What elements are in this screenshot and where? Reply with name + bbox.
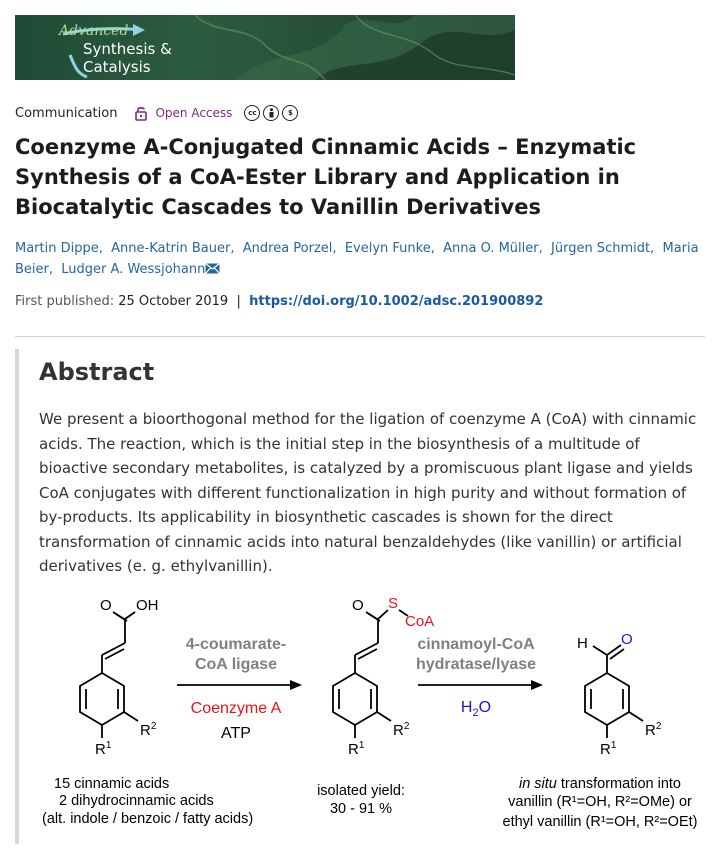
caption-sm-line2: 2 dihydrocinnamic acids (59, 793, 214, 809)
step2-water: $H_2O$ (460, 699, 492, 719)
article-title: Coenzyme A-Conjugated Cinnamic Acids – Enzymatic Synthesis of a CoA-Ester Library and Application in Biocatalytic Cascades to Vanillin Derivatives (15, 135, 637, 219)
license-icons[interactable] (244, 105, 298, 121)
abstract-side-bar (15, 349, 19, 844)
caption-int-line2: 30 - 91 % (329, 801, 393, 817)
step1-enzyme-line1: 4-coumarate- (185, 636, 287, 653)
author-link[interactable]: Ludger A. Wessjohann (61, 262, 206, 277)
reaction-scheme (30, 588, 710, 838)
abstract-heading: Abstract (39, 358, 155, 386)
step1-arrowhead (290, 680, 302, 690)
sm-o-label: O (100, 597, 112, 614)
publication-info (15, 294, 543, 309)
separator: | (236, 294, 241, 309)
author-link[interactable]: Evelyn Funke (344, 241, 431, 256)
int-s-label: S (388, 595, 399, 612)
article-meta (15, 103, 298, 123)
open-access-lock-icon (134, 105, 148, 121)
caption-sm-line1: 15 cinnamic acids (54, 776, 170, 792)
publication-date: 25 October 2019 (118, 294, 229, 309)
journal-name-line2: Synthesis & (83, 40, 172, 58)
step2-arrowhead (531, 680, 543, 690)
email-icon[interactable] (205, 263, 220, 274)
prod-r1-label: $R^1$ (600, 740, 617, 758)
step2-enzyme-line2: hydratase/lyase (415, 656, 537, 673)
open-access-label[interactable]: Open Access (155, 106, 233, 120)
caption-prod-line3: ethyl vanillin (R¹=OH, R²=OEt) (502, 814, 698, 830)
sm-oh-label: OH (136, 597, 159, 614)
by-icon (263, 105, 279, 121)
divider (15, 336, 705, 337)
sm-r1-label: $R^1$ (95, 740, 112, 758)
doi-link[interactable]: https://doi.org/10.1002/adsc.201900892 (249, 294, 544, 309)
caption-int-line1: isolated yield: (317, 783, 405, 799)
first-published-label: First published: (15, 294, 115, 309)
int-coa-label: CoA (405, 613, 435, 630)
abstract-text: We present a bioorthogonal method for the ligation of coenzyme A (CoA) with cinnamic acids. The reaction, which is the initial step in the biosynthesis of a multitude of bioactive secondary metabolites, is catalyzed by a promiscuous plant ligase and yields CoA conjugates with different functionalization in high purity and without formation of by-products. Its applicability in biosynthetic cascades is shown for the direct transformation of cinnamic acids into natural benzaldehydes (like vanillin) or artificial derivatives (e. g. ethylvanillin). (39, 410, 697, 575)
cinnamic-acid-structure (80, 612, 138, 738)
caption-sm-line3: (alt. indole / benzoic / fatty acids) (42, 811, 254, 827)
int-r2-label: $R^2$ (393, 721, 410, 739)
author-link[interactable]: Martin Dippe (15, 241, 99, 256)
prod-o-label: O (621, 631, 633, 648)
step1-cofactor: Coenzyme A (190, 700, 282, 717)
author-link[interactable]: Jürgen Schmidt (551, 241, 651, 256)
prod-h-label: H (577, 635, 588, 652)
int-r1-label: $R^1$ (348, 740, 365, 758)
caption-prod-line2: vanillin (R¹=OH, R²=OMe) or (508, 794, 692, 810)
nc-icon: $ (282, 105, 298, 121)
caption-prod-line1: in situ transformation into (518, 776, 682, 792)
step2-enzyme-line1: cinnamoyl-CoA (417, 636, 535, 653)
author-link[interactable]: Anna O. Müller (443, 241, 539, 256)
benzaldehyde-structure (585, 645, 643, 738)
prod-r2-label: $R^2$ (645, 721, 662, 739)
cc-icon: cc (244, 105, 260, 121)
sm-r2-label: $R^2$ (140, 721, 157, 739)
step1-enzyme-line2: CoA ligase (194, 656, 278, 673)
author-link[interactable]: Andrea Porzel (242, 241, 333, 256)
cinnamoyl-coa-structure (333, 610, 408, 738)
journal-name-line3: Catalysis (83, 58, 151, 76)
journal-name-line1: Advanced (59, 23, 129, 39)
author-link[interactable]: Maria Beier (15, 241, 699, 277)
int-o-label: O (352, 597, 364, 614)
author-link[interactable]: Anne-Katrin Bauer (111, 241, 231, 256)
author-list: Martin Dippe, Anne-Katrin Bauer, Andrea Porzel, Evelyn Funke, Anna O. Müller, Jürgen Schmidt, Maria Beier, Ludger A. Wessjohann (15, 241, 699, 277)
step1-atp: ATP (221, 725, 251, 742)
article-type: Communication (15, 105, 118, 121)
journal-banner[interactable] (15, 15, 515, 80)
